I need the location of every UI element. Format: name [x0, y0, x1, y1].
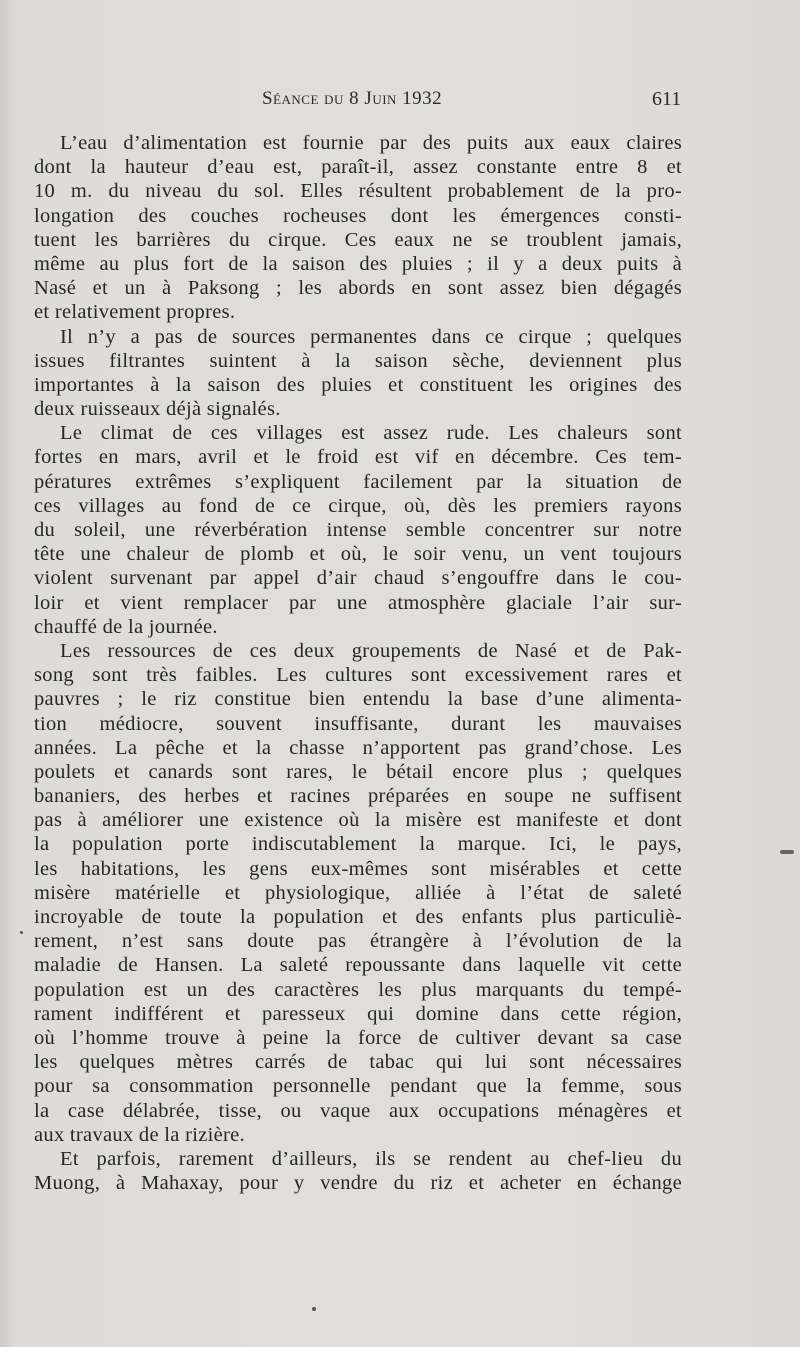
text-line: rament indifférent et paresseux qui domine dans cette région,: [34, 1002, 682, 1025]
text-line: la population porte indiscutablement la marque. Ici, le pays,: [34, 833, 682, 856]
text-line: aux travaux de la rizière.: [34, 1123, 245, 1146]
paper-speck: [780, 850, 794, 854]
text-line: Il n’y a pas de sources permanentes dans ce cirque ; quelques: [60, 325, 682, 348]
text-line: rement, n’est sans doute pas étrangère à l’évolution de la: [34, 930, 682, 953]
text-line: issues filtrantes suintent à la saison sèche, deviennent plus: [34, 349, 682, 372]
text-line: L’eau d’alimentation est fournie par des puits aux eaux claires: [60, 132, 682, 154]
text-line: du soleil, une réverbération intense semble concentrer sur notre: [34, 519, 682, 541]
text-line: pauvres ; le riz constitue bien entendu la base d’une alimenta-: [34, 688, 682, 711]
text-line: la case délabrée, tisse, ou vaque aux occupations ménagères et: [34, 1099, 682, 1122]
text-line: tête une chaleur de plomb et où, le soir venu, un vent toujours: [34, 543, 682, 566]
text-line: Muong, à Mahaxay, pour y vendre du riz et acheter en échange: [34, 1172, 682, 1195]
text-line: et relativement propres.: [34, 301, 236, 324]
body-text: [34, 131, 682, 1195]
text-line: Les ressources de ces deux groupements de Nasé et de Pak-: [60, 639, 682, 662]
text-line: bananiers, des herbes et racines préparées en soupe ne suffisent: [34, 785, 682, 808]
page-header: [0, 88, 800, 116]
text-line: fortes en mars, avril et le froid est vif en décembre. Ces tem-: [34, 446, 682, 469]
text-line: incroyable de toute la population et des enfants plus particuliè-: [34, 906, 682, 928]
text-line: maladie de Hansen. La saleté repoussante dans laquelle vit cette: [34, 954, 682, 977]
text-line: longation des couches rocheuses dont les émergences consti-: [34, 204, 682, 227]
text-line: où l’homme trouve à peine la force de cultiver devant sa case: [34, 1026, 682, 1049]
text-line: Le climat de ces villages est assez rude. Les chaleurs sont: [60, 422, 682, 445]
text-line: misère matérielle et physiologique, alliée à l’état de saleté: [34, 881, 682, 904]
page-number: 611: [652, 88, 682, 110]
text-line: poulets et canards sont rares, le bétail encore plus ; quelques: [34, 760, 682, 783]
text-line: chauffé de la journée.: [34, 615, 218, 638]
text-line: même au plus fort de la saison des pluies ; il y a deux puits à: [34, 252, 682, 275]
text-line: pas à améliorer une existence où la misère est manifeste et dont: [34, 809, 682, 832]
text-line: tion médiocre, souvent insuffisante, durant les mauvaises: [34, 712, 682, 735]
text-line: deux ruisseaux déjà signalés.: [34, 398, 281, 421]
text-line: loir et vient remplacer par une atmosphère glaciale l’air sur-: [34, 591, 682, 614]
text-line: tuent les barrières du cirque. Ces eaux ne se troublent jamais,: [34, 228, 682, 251]
text-line: violent survenant par appel d’air chaud s’engouffre dans le cou-: [34, 567, 682, 590]
paper-speck: [20, 931, 23, 934]
text-line: 10 m. du niveau du sol. Elles résultent probablement de la pro-: [34, 180, 682, 203]
text-line: ces villages au fond de ce cirque, où, dès les premiers rayons: [34, 494, 682, 517]
text-line: Nasé et un à Paksong ; les abords en sont assez bien dégagés: [34, 277, 682, 300]
text-line: pératures extrêmes s’expliquent facilement par la situation de: [34, 470, 682, 493]
text-line: Et parfois, rarement d’ailleurs, ils se rendent au chef-lieu du: [60, 1147, 682, 1170]
text-line: song sont très faibles. Les cultures sont excessivement rares et: [34, 664, 682, 687]
paper-speck: [312, 1307, 316, 1311]
text-line: importantes à la saison des pluies et constituent les origines des: [34, 373, 682, 396]
text-line: années. La pêche et la chasse n’apportent pas grand’chose. Les: [34, 736, 682, 759]
text-line: pour sa consommation personnelle pendant que la femme, sous: [34, 1075, 682, 1098]
text-line: les quelques mètres carrés de tabac qui lui sont nécessaires: [34, 1051, 682, 1074]
text-line: dont la hauteur d’eau est, paraît-il, assez constante entre 8 et: [34, 156, 682, 179]
text-line: population est un des caractères les plus marquants du tempé-: [34, 978, 682, 1001]
running-head: Séance du 8 Juin 1932: [262, 88, 443, 109]
text-line: les habitations, les gens eux-mêmes sont misérables et cette: [34, 857, 682, 880]
